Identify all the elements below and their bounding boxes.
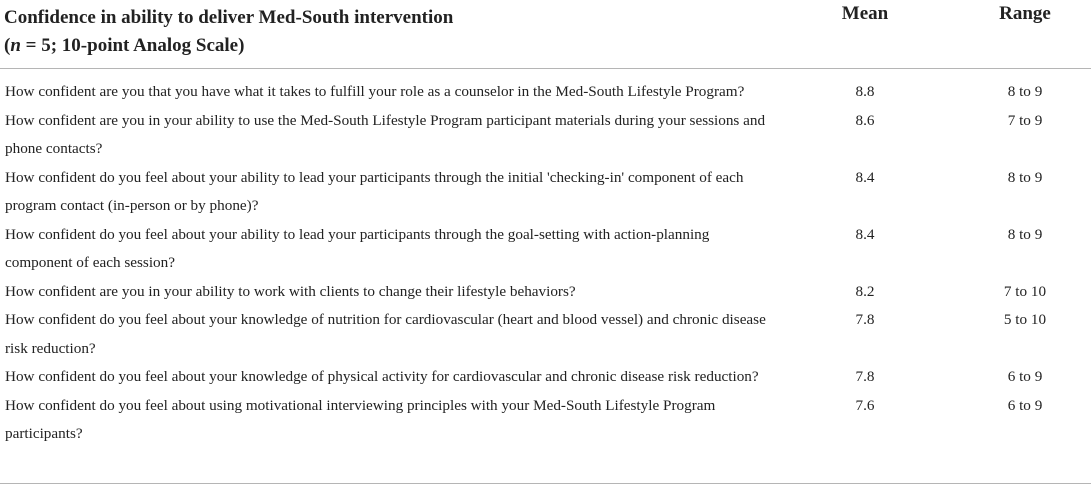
range-cell: 5 to 10	[1003, 311, 1047, 328]
table-header	[0, 0, 1091, 68]
title-line-2	[4, 32, 453, 60]
table-row	[0, 278, 1091, 307]
range-cell: 8 to 9	[1007, 168, 1043, 186]
table-row	[0, 363, 1091, 392]
mean-cell: 7.6	[855, 396, 875, 414]
table-row	[0, 392, 1091, 449]
mean-cell: 8.4	[855, 225, 875, 243]
mean-cell: 7.8	[855, 368, 875, 385]
question-cell: How confident do you feel about your knowledge of nutrition for cardiovascular (heart and blood vessel) and chronic disease risk reduction?	[5, 311, 766, 357]
header-divider	[0, 68, 1091, 69]
question-cell: How confident do you feel about your knowledge of physical activity for cardiovascular and chronic disease risk reduction?	[5, 368, 759, 385]
range-cell: 7 to 10	[1003, 282, 1047, 300]
title-paren: (	[4, 35, 11, 56]
table-body	[0, 78, 1091, 449]
title-scale: = 5; 10-point Analog Scale)	[20, 35, 245, 56]
question-cell: How confident do you feel about your ability to lead your participants through the initial 'checking-in' component of each program contact (in-person or by phone)?	[5, 168, 744, 214]
range-cell: 6 to 9	[1007, 368, 1043, 385]
question-cell: How confident do you feel about using motivational interviewing principles with your Med-South Lifestyle Program participants?	[5, 396, 716, 442]
range-cell: 8 to 9	[1007, 83, 1043, 100]
mean-cell: 8.8	[855, 83, 875, 100]
table-row	[0, 221, 1091, 278]
table-title	[4, 4, 453, 60]
mean-cell: 8.4	[855, 168, 875, 186]
range-column-header: Range	[999, 3, 1051, 24]
range-cell: 8 to 9	[1007, 225, 1043, 243]
title-n: n	[10, 35, 21, 56]
table-row	[0, 78, 1091, 107]
mean-column-header: Mean	[841, 3, 889, 24]
table-bottom-rule	[0, 483, 1091, 484]
range-cell: 7 to 9	[1007, 111, 1043, 129]
table-row	[0, 164, 1091, 221]
range-cell: 6 to 9	[1007, 396, 1043, 414]
question-cell: How confident are you in your ability to use the Med-South Lifestyle Program participant materials during your sessions and phone contacts?	[5, 111, 766, 157]
mean-cell: 8.2	[855, 282, 875, 300]
mean-cell: 7.8	[855, 311, 875, 328]
table-row	[0, 107, 1091, 164]
table-row	[0, 306, 1091, 363]
question-cell: How confident do you feel about your ability to lead your participants through the goal-setting with action-planning component of each session?	[5, 225, 710, 271]
question-cell: How confident are you that you have what it takes to fulfill your role as a counselor in the Med-South Lifestyle Program?	[5, 83, 745, 100]
title-line-1: Confidence in ability to deliver Med-South intervention	[4, 7, 454, 28]
mean-cell: 8.6	[855, 111, 875, 129]
question-cell: How confident are you in your ability to work with clients to change their lifestyle behaviors?	[5, 282, 576, 300]
